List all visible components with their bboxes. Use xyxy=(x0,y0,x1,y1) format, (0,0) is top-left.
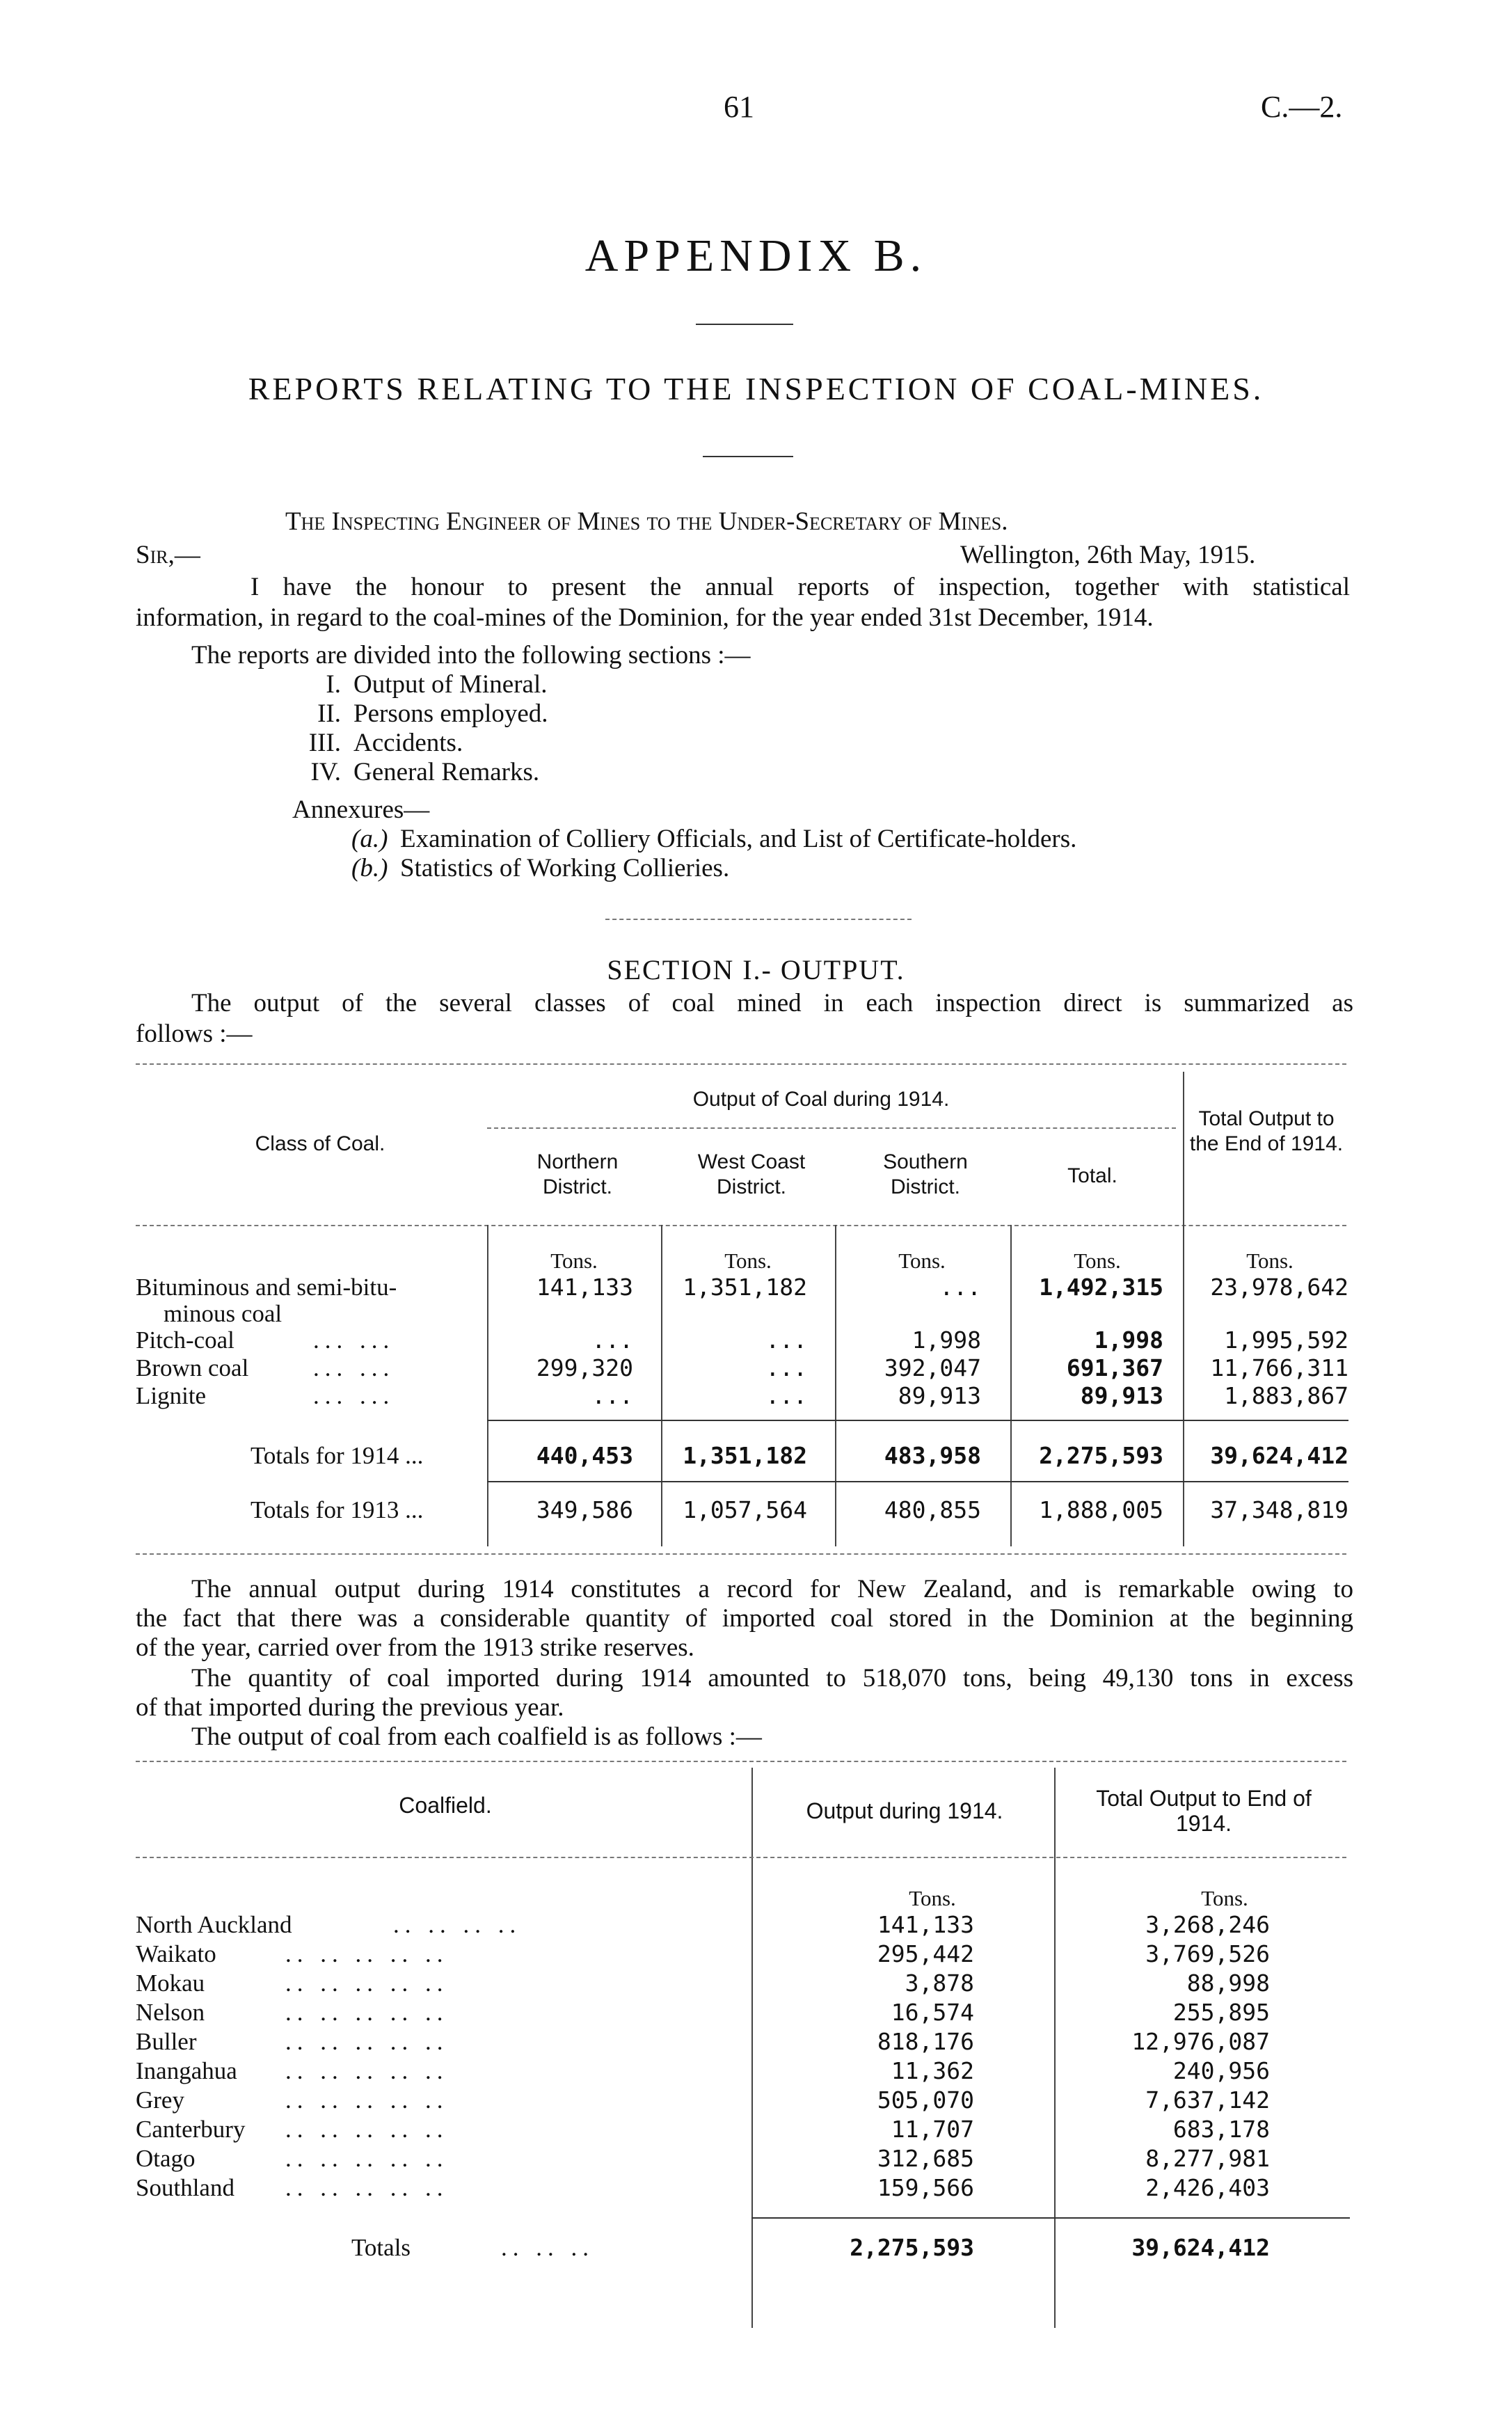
leader-dots: ... ... xyxy=(313,1382,395,1409)
cell-total: 2,275,593 xyxy=(1039,1442,1163,1469)
section-label: General Remarks. xyxy=(353,758,540,786)
table-row-label: minous coal xyxy=(164,1300,282,1327)
leader-dots: .. .. .. .. .. xyxy=(285,2145,449,2172)
cell-output: 818,176 xyxy=(877,2028,974,2055)
cell-output: 11,362 xyxy=(891,2057,974,2084)
coalfield-name: Buller xyxy=(136,2028,197,2055)
letter-paragraph-line: information, in regard to the coal-mines of the Dominion, for the year ended 31st December, 1914. xyxy=(136,603,1154,632)
cell-northern: ... xyxy=(591,1326,633,1354)
cell-output: 159,566 xyxy=(877,2174,974,2201)
sections-intro: The reports are divided into the following sections :— xyxy=(191,641,751,669)
table-row-label: Pitch-coal xyxy=(136,1326,234,1354)
section-number: IV. xyxy=(310,758,341,786)
leader-dots: .. .. .. .. .. xyxy=(285,1940,449,1967)
cell-northern: 440,453 xyxy=(536,1442,633,1469)
coalfield-name: Grey xyxy=(136,2086,184,2114)
section-heading: SECTION I.- OUTPUT. xyxy=(607,954,905,985)
cell-output: 505,070 xyxy=(877,2086,974,2114)
cell-output: 2,275,593 xyxy=(850,2234,974,2261)
cell-total: 255,895 xyxy=(1172,1999,1270,2026)
cell-total: 88,998 xyxy=(1186,1970,1270,1997)
leader-dots: .. .. .. xyxy=(501,2234,594,2261)
cell-southern: 483,958 xyxy=(884,1442,981,1469)
cell-northern: ... xyxy=(591,1382,633,1409)
group-header-rule xyxy=(487,1127,1176,1129)
section-intro-line: follows :— xyxy=(136,1020,253,1048)
cell-total: 1,492,315 xyxy=(1039,1274,1163,1301)
leader-dots: .. .. .. .. xyxy=(393,1911,522,1938)
section-number: I. xyxy=(326,670,341,699)
leader-dots: .. .. .. .. .. xyxy=(285,2028,449,2055)
annexure-label: Statistics of Working Collieries. xyxy=(400,854,730,882)
totals-rule xyxy=(487,1481,1348,1482)
cell-total: 3,769,526 xyxy=(1145,1940,1270,1967)
table-top-rule xyxy=(136,1761,1346,1762)
coalfield-name: Waikato xyxy=(136,1940,216,1967)
cell-westcoast: 1,351,182 xyxy=(683,1442,807,1469)
report-subtitle: REPORTS RELATING TO THE INSPECTION OF COAL-MINES. xyxy=(248,371,1264,406)
section-divider xyxy=(605,919,912,920)
document-code: C.—2. xyxy=(1261,90,1343,124)
cell-southern: 480,855 xyxy=(884,1496,981,1523)
col-header-total: Total. xyxy=(1067,1164,1117,1187)
leader-dots: .. .. .. .. .. xyxy=(285,1970,449,1997)
section-intro-line: The output of the several classes of coal mined in each inspection direct is summarized as xyxy=(191,989,1353,1017)
cell-southern: 1,998 xyxy=(912,1326,981,1354)
body-text-line: The output of coal from each coalfield is as follows :— xyxy=(191,1722,762,1751)
body-text-line: of that imported during the previous year. xyxy=(136,1693,564,1722)
cell-westcoast: 1,351,182 xyxy=(683,1274,807,1301)
group-header: Output of Coal during 1914. xyxy=(692,1088,950,1111)
col-header-westcoast: West Coast District. xyxy=(697,1150,806,1198)
cell-total: 8,277,981 xyxy=(1145,2145,1270,2172)
annexure-label: Examination of Colliery Officials, and List of Certificate-holders. xyxy=(400,825,1077,853)
unit-label: Tons. xyxy=(909,1886,956,1910)
coalfield-name: North Auckland xyxy=(136,1911,292,1938)
coalfield-name: Canterbury xyxy=(136,2116,246,2143)
col-header-total-output: Total Output to the End of 1914. xyxy=(1189,1107,1344,1155)
table-row-label: Bituminous and semi-bitu- xyxy=(136,1274,397,1301)
cell-total: 12,976,087 xyxy=(1131,2028,1270,2055)
table-bottom-rule xyxy=(136,1553,1346,1555)
leader-dots: .. .. .. .. .. xyxy=(285,2116,449,2143)
header-bottom-rule xyxy=(136,1857,1346,1858)
unit-label: Tons. xyxy=(550,1249,598,1273)
cell-output: 16,574 xyxy=(891,1999,974,2026)
salutation: Sir,— xyxy=(136,541,200,569)
cell-southern: 392,047 xyxy=(884,1354,981,1381)
totals-1914-label: Totals for 1914 ... xyxy=(250,1442,424,1469)
leader-dots: ... ... xyxy=(313,1354,395,1381)
col-header-total: Total Output to End of 1914. xyxy=(1096,1786,1312,1836)
annexure-number: (a.) xyxy=(351,825,388,853)
cell-total-output: 37,348,819 xyxy=(1210,1496,1348,1523)
section-label: Accidents. xyxy=(353,729,463,757)
cell-total: 2,426,403 xyxy=(1145,2174,1270,2201)
leader-dots: .. .. .. .. .. xyxy=(285,2057,449,2084)
totals-rule xyxy=(487,1420,1348,1421)
cell-total: 1,998 xyxy=(1094,1326,1163,1354)
leader-dots: .. .. .. .. .. xyxy=(285,2086,449,2114)
cell-total: 691,367 xyxy=(1066,1354,1163,1381)
cell-northern: 141,133 xyxy=(536,1274,633,1301)
header-bottom-rule xyxy=(136,1225,1346,1226)
cell-westcoast: ... xyxy=(765,1326,807,1354)
cell-southern: ... xyxy=(939,1274,981,1301)
section-number: II. xyxy=(317,699,341,728)
cell-total: 683,178 xyxy=(1172,2116,1270,2143)
table-row-label: Lignite xyxy=(136,1382,207,1409)
cell-westcoast: ... xyxy=(765,1382,807,1409)
letter-paragraph-line: I have the honour to present the annual reports of inspection, together with statistical xyxy=(250,573,1350,601)
letter-heading: The Inspecting Engineer of Mines to the Under-Secretary of Mines. xyxy=(285,507,1008,536)
unit-label: Tons. xyxy=(1074,1249,1121,1273)
cell-total: 240,956 xyxy=(1172,2057,1270,2084)
unit-label: Tons. xyxy=(724,1249,772,1273)
place-date: Wellington, 26th May, 1915. xyxy=(960,541,1256,569)
col-header-northern: Northern District. xyxy=(536,1150,619,1198)
cell-output: 141,133 xyxy=(877,1911,974,1938)
annexures-label: Annexures— xyxy=(292,795,430,824)
leader-dots: .. .. .. .. .. xyxy=(285,2174,449,2201)
section-label: Persons employed. xyxy=(353,699,548,728)
totals-1913-label: Totals for 1913 ... xyxy=(250,1496,424,1523)
subtitle-divider xyxy=(703,456,793,457)
totals-label: Totals xyxy=(351,2234,411,2261)
cell-northern: 349,586 xyxy=(536,1496,633,1523)
coalfield-name: Inangahua xyxy=(136,2057,237,2084)
annexure-number: (b.) xyxy=(351,854,388,882)
cell-output: 11,707 xyxy=(891,2116,974,2143)
leader-dots: .. .. .. .. .. xyxy=(285,1999,449,2026)
cell-total-output: 39,624,412 xyxy=(1210,1442,1348,1469)
cell-total: 1,888,005 xyxy=(1039,1496,1163,1523)
cell-output: 295,442 xyxy=(877,1940,974,1967)
body-text-line: The annual output during 1914 constitutes a record for New Zealand, and is remarkable owing to xyxy=(191,1575,1353,1603)
coalfield-name: Otago xyxy=(136,2145,196,2172)
totals-rule xyxy=(751,2217,1350,2219)
section-number: III. xyxy=(308,729,341,757)
unit-label: Tons. xyxy=(898,1249,946,1273)
column-rule xyxy=(1183,1072,1184,1546)
cell-northern: 299,320 xyxy=(536,1354,633,1381)
cell-total-output: 1,995,592 xyxy=(1224,1326,1348,1354)
coalfield-name: Nelson xyxy=(136,1999,205,2026)
body-text-line: The quantity of coal imported during 1914 amounted to 518,070 tons, being 49,130 tons in excess xyxy=(191,1664,1353,1693)
cell-output: 312,685 xyxy=(877,2145,974,2172)
cell-total: 39,624,412 xyxy=(1131,2234,1270,2261)
title-divider xyxy=(696,324,793,325)
body-text-line: the fact that there was a considerable quantity of imported coal stored in the Dominion at the beginning xyxy=(136,1604,1353,1633)
unit-label: Tons. xyxy=(1201,1886,1248,1910)
cell-total: 7,637,142 xyxy=(1145,2086,1270,2114)
page-number: 61 xyxy=(724,90,754,124)
col-header-southern: Southern District. xyxy=(883,1150,968,1198)
cell-total-output: 11,766,311 xyxy=(1210,1354,1348,1381)
cell-total-output: 1,883,867 xyxy=(1224,1382,1348,1409)
col-header-output: Output during 1914. xyxy=(806,1798,1003,1823)
body-text-line: of the year, carried over from the 1913 strike reserves. xyxy=(136,1633,694,1662)
leader-dots: ... ... xyxy=(313,1326,395,1354)
col-header-coalfield: Coalfield. xyxy=(399,1793,492,1818)
coalfield-name: Southland xyxy=(136,2174,234,2201)
coalfield-name: Mokau xyxy=(136,1970,205,1997)
unit-label: Tons. xyxy=(1246,1249,1294,1273)
cell-westcoast: 1,057,564 xyxy=(683,1496,807,1523)
table-top-rule xyxy=(136,1063,1346,1065)
cell-total: 89,913 xyxy=(1080,1382,1163,1409)
cell-total: 3,268,246 xyxy=(1145,1911,1270,1938)
cell-westcoast: ... xyxy=(765,1354,807,1381)
section-label: Output of Mineral. xyxy=(353,670,548,699)
cell-total-output: 23,978,642 xyxy=(1210,1274,1348,1301)
appendix-title: APPENDIX B. xyxy=(584,230,928,281)
cell-southern: 89,913 xyxy=(898,1382,981,1409)
col-header-class: Class of Coal. xyxy=(255,1132,385,1155)
cell-output: 3,878 xyxy=(905,1970,974,1997)
table-row-label: Brown coal xyxy=(136,1354,249,1381)
